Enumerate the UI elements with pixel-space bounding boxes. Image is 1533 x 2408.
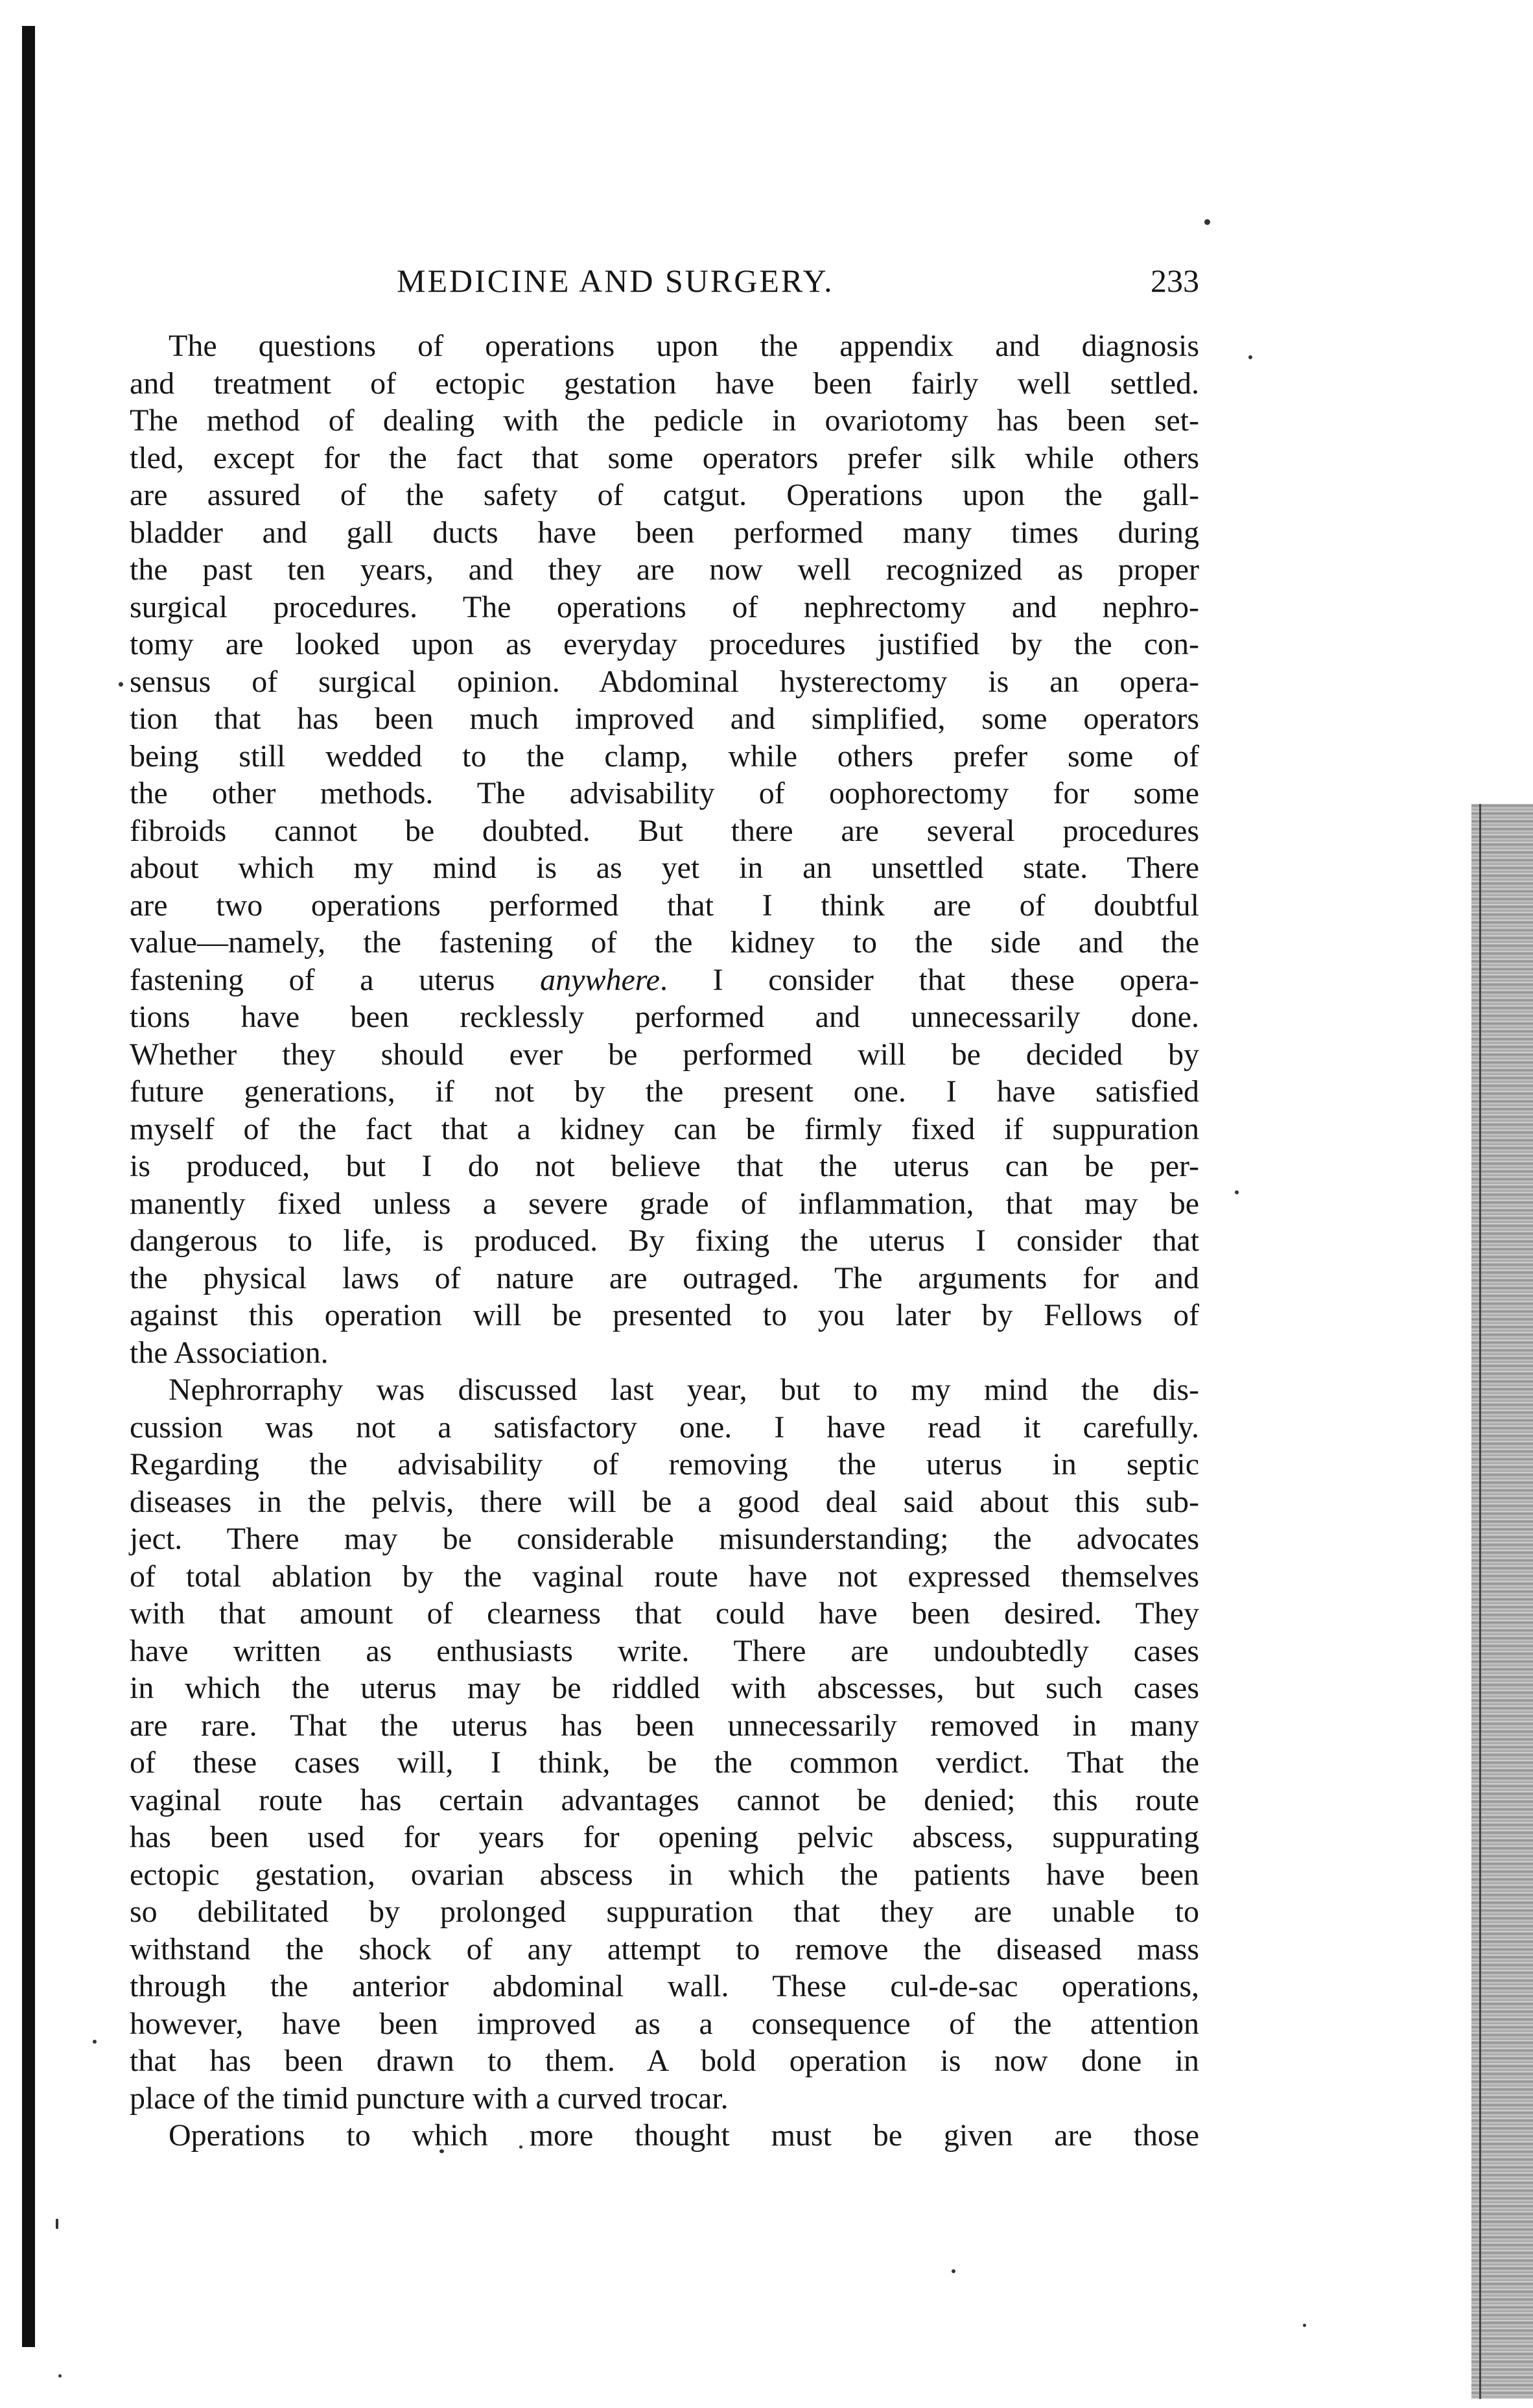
text-segment: fastening of a uterus — [130, 962, 541, 997]
text-line: so debilitated by prolonged suppuration that they are unable to — [130, 1895, 1199, 1929]
text-line: Regarding the advisability of removing the uterus in septic — [130, 1447, 1199, 1481]
text-segment: . I consider that these opera- — [659, 962, 1199, 997]
scan-speck — [58, 2374, 62, 2378]
text-line: bladder and gall ducts have been performed many times during — [130, 515, 1199, 550]
text-line: is produced, but I do not believe that the uterus can be per- — [130, 1149, 1199, 1183]
text-line: about which my mind is as yet in an unsettled state. There — [130, 851, 1199, 885]
text-line: The method of dealing with the pedicle in ovariotomy has been set- — [130, 403, 1199, 438]
text-line: with that amount of clearness that could have been desired. They — [130, 1596, 1199, 1631]
text-line: myself of the fact that a kidney can be firmly fixed if suppuration — [130, 1111, 1199, 1146]
text-line: sensus of surgical opinion. Abdominal hysterectomy is an opera- — [130, 664, 1199, 699]
text-line: that has been drawn to them. A bold operation is now done in — [130, 2044, 1199, 2078]
text-line: being still wedded to the clamp, while others prefer some of — [130, 738, 1199, 773]
text-line: are assured of the safety of catgut. Operations upon the gall- — [130, 478, 1199, 512]
text-line: against this operation will be presented to you later by Fellows of — [130, 1298, 1199, 1332]
text-line: however, have been improved as a consequence of the attention — [130, 2006, 1199, 2041]
text-line: has been used for years for opening pelvic abscess, suppurating — [130, 1820, 1199, 1854]
text-line: ject. There may be considerable misunderstanding; the advocates — [130, 1522, 1199, 1556]
text-line: through the anterior abdominal wall. These cul-de-sac operations, — [130, 1969, 1199, 2003]
text-line: the past ten years, and they are now well recognized as proper — [130, 552, 1199, 587]
text-line: of these cases will, I think, be the common verdict. That the — [130, 1745, 1199, 1780]
running-header — [130, 258, 1199, 303]
scan-speck — [1248, 355, 1252, 359]
text-line: in which the uterus may be riddled with abscesses, but such cases — [130, 1671, 1199, 1705]
text-line: tomy are looked upon as everyday procedures justified by the con- — [130, 627, 1199, 661]
text-line: the physical laws of nature are outraged. The arguments for and — [130, 1260, 1199, 1295]
scan-speck — [93, 2040, 97, 2044]
text-line: have written as enthusiasts write. There are undoubtedly cases — [130, 1633, 1199, 1668]
text-line: are rare. That the uterus has been unnecessarily removed in many — [130, 1708, 1199, 1743]
page-number: 233 — [1151, 263, 1199, 299]
text-line: place of the timid puncture with a curved trocar. — [130, 2081, 729, 2116]
text-line: the other methods. The advisability of oophorectomy for some — [130, 776, 1199, 810]
text-line: cussion was not a satisfactory one. I have read it carefully. — [130, 1410, 1199, 1445]
text-line: tled, except for the fact that some operators prefer silk while others — [130, 440, 1199, 475]
scan-binding-edge — [22, 26, 35, 2347]
text-line: Whether they should ever be performed will be decided by — [130, 1037, 1199, 1072]
text-line: tion that has been much improved and simplified, some operators — [130, 702, 1199, 736]
emphasis-text: anywhere — [540, 962, 660, 997]
body-text — [130, 327, 1199, 2154]
text-line: diseases in the pelvis, there will be a good deal said about this sub- — [130, 1484, 1199, 1519]
text-line: Nephrorraphy was discussed last year, but to my mind the dis- — [169, 1373, 1199, 1407]
text-line: tions have been recklessly performed and unnecessarily done. — [130, 1000, 1199, 1034]
scan-speck — [1204, 219, 1210, 225]
scan-speck — [1303, 2324, 1306, 2327]
text-line: vaginal route has certain advantages cannot be denied; this route — [130, 1782, 1199, 1817]
scan-speck — [56, 2219, 58, 2229]
text-line: withstand the shock of any attempt to remove the diseased mass — [130, 1931, 1199, 1966]
text-line: ectopic gestation, ovarian abscess in which the patients have been — [130, 1857, 1199, 1892]
scan-speck — [1235, 1190, 1239, 1194]
text-line: The questions of operations upon the appendix and diagnosis — [169, 329, 1199, 363]
text-line: value—namely, the fastening of the kidney to the side and the — [130, 925, 1199, 960]
text-line: dangerous to life, is produced. By fixing the uterus I consider that — [130, 1223, 1199, 1258]
text-line: the Association. — [130, 1335, 329, 1370]
scan-speck — [119, 682, 123, 687]
text-line: are two operations performed that I think are of doubtful — [130, 888, 1199, 923]
text-line: Operations to which more thought must be given are those — [169, 2118, 1199, 2153]
text-line: of total ablation by the vaginal route have not expressed themselves — [130, 1559, 1199, 1594]
text-line: fibroids cannot be doubted. But there are several procedures — [130, 813, 1199, 848]
running-title: MEDICINE AND SURGERY. — [397, 263, 834, 299]
text-line — [130, 962, 1199, 999]
text-line: surgical procedures. The operations of nephrectomy and nephro- — [130, 589, 1199, 624]
text-line: and treatment of ectopic gestation have been fairly well settled. — [130, 366, 1199, 401]
scan-page-edge-line — [1479, 804, 1481, 2399]
text-line: future generations, if not by the present one. I have satisfied — [130, 1074, 1199, 1109]
scan-speck — [952, 2269, 955, 2273]
text-line: manently fixed unless a severe grade of inflammation, that may be — [130, 1186, 1199, 1221]
